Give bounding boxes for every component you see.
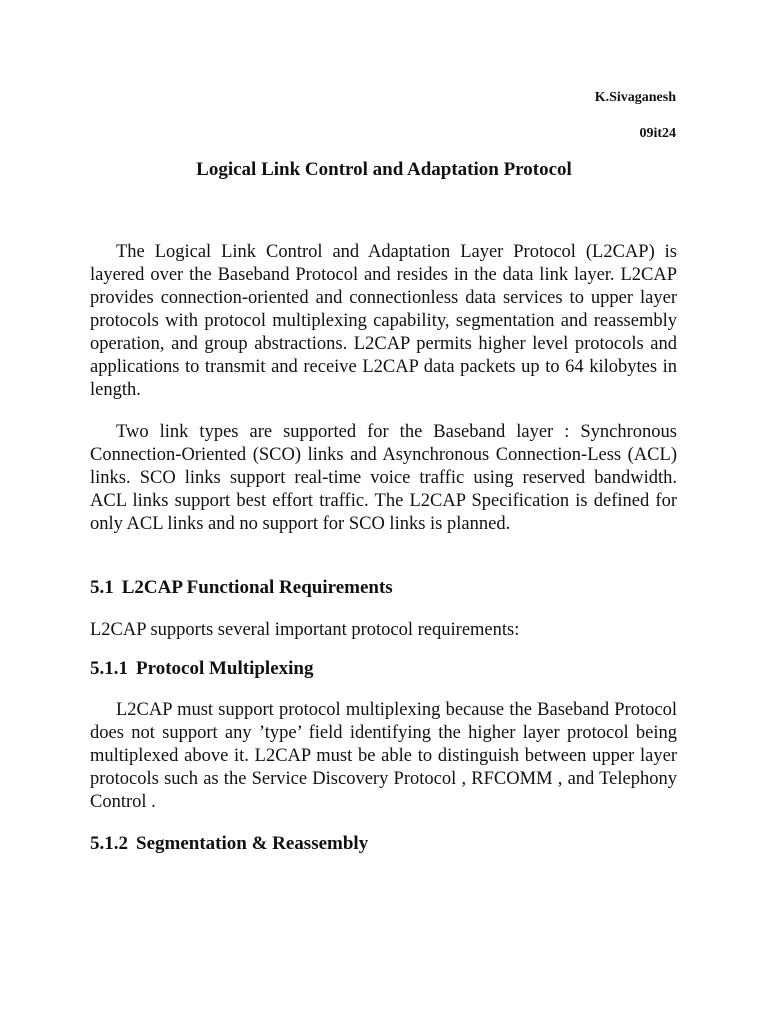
document-title: Logical Link Control and Adaptation Protocol [196,159,572,180]
link-types-paragraph: Two link types are supported for the Baseband layer : Synchronous Connection-Oriented (SCO) links and Asynchronous Connection-Less (ACL) links. SCO links support real-time voice traffic using reserved bandwidth. ACL links support best effort traffic. The L2CAP Specification is defined for only ACL links and no support for SCO links is planned. [90,422,677,534]
section-title: Segmentation & Reassembly [136,833,369,854]
section-title: L2CAP Functional Requirements [121,577,393,598]
section-title: Protocol Multiplexing [136,658,314,679]
section-number: 5.1 [90,577,114,598]
section-number: 5.1.2 [90,833,128,854]
author-name: K.Sivaganesh [594,90,676,105]
section-heading-5-1-2 [90,833,368,855]
section-number: 5.1.1 [90,658,128,679]
intro-paragraph: The Logical Link Control and Adaptation Layer Protocol (L2CAP) is layered over the Baseband Protocol and resides in the data link layer. L2CAP provides connection-oriented and connectionless data services to upper layer protocols with protocol multiplexing capability, segmentation and reassembly operation, and group abstractions. L2CAP permits higher level protocols and applications to transmit and receive L2CAP data packets up to 64 kilobytes in length. [90,242,677,400]
section-heading-5-1-1 [90,658,314,680]
roll-number: 09it24 [639,126,676,141]
section-5-1-intro: L2CAP supports several important protocol requirements: [90,620,520,640]
section-heading-5-1 [90,577,393,599]
protocol-multiplexing-paragraph: L2CAP must support protocol multiplexing because the Baseband Protocol does not support any ’type’ field identifying the higher layer protocol being multiplexed above it. L2CAP must be able to distinguish between upper layer protocols such as the Service Discovery Protocol , RFCOMM , and Telephony Control . [90,700,677,812]
